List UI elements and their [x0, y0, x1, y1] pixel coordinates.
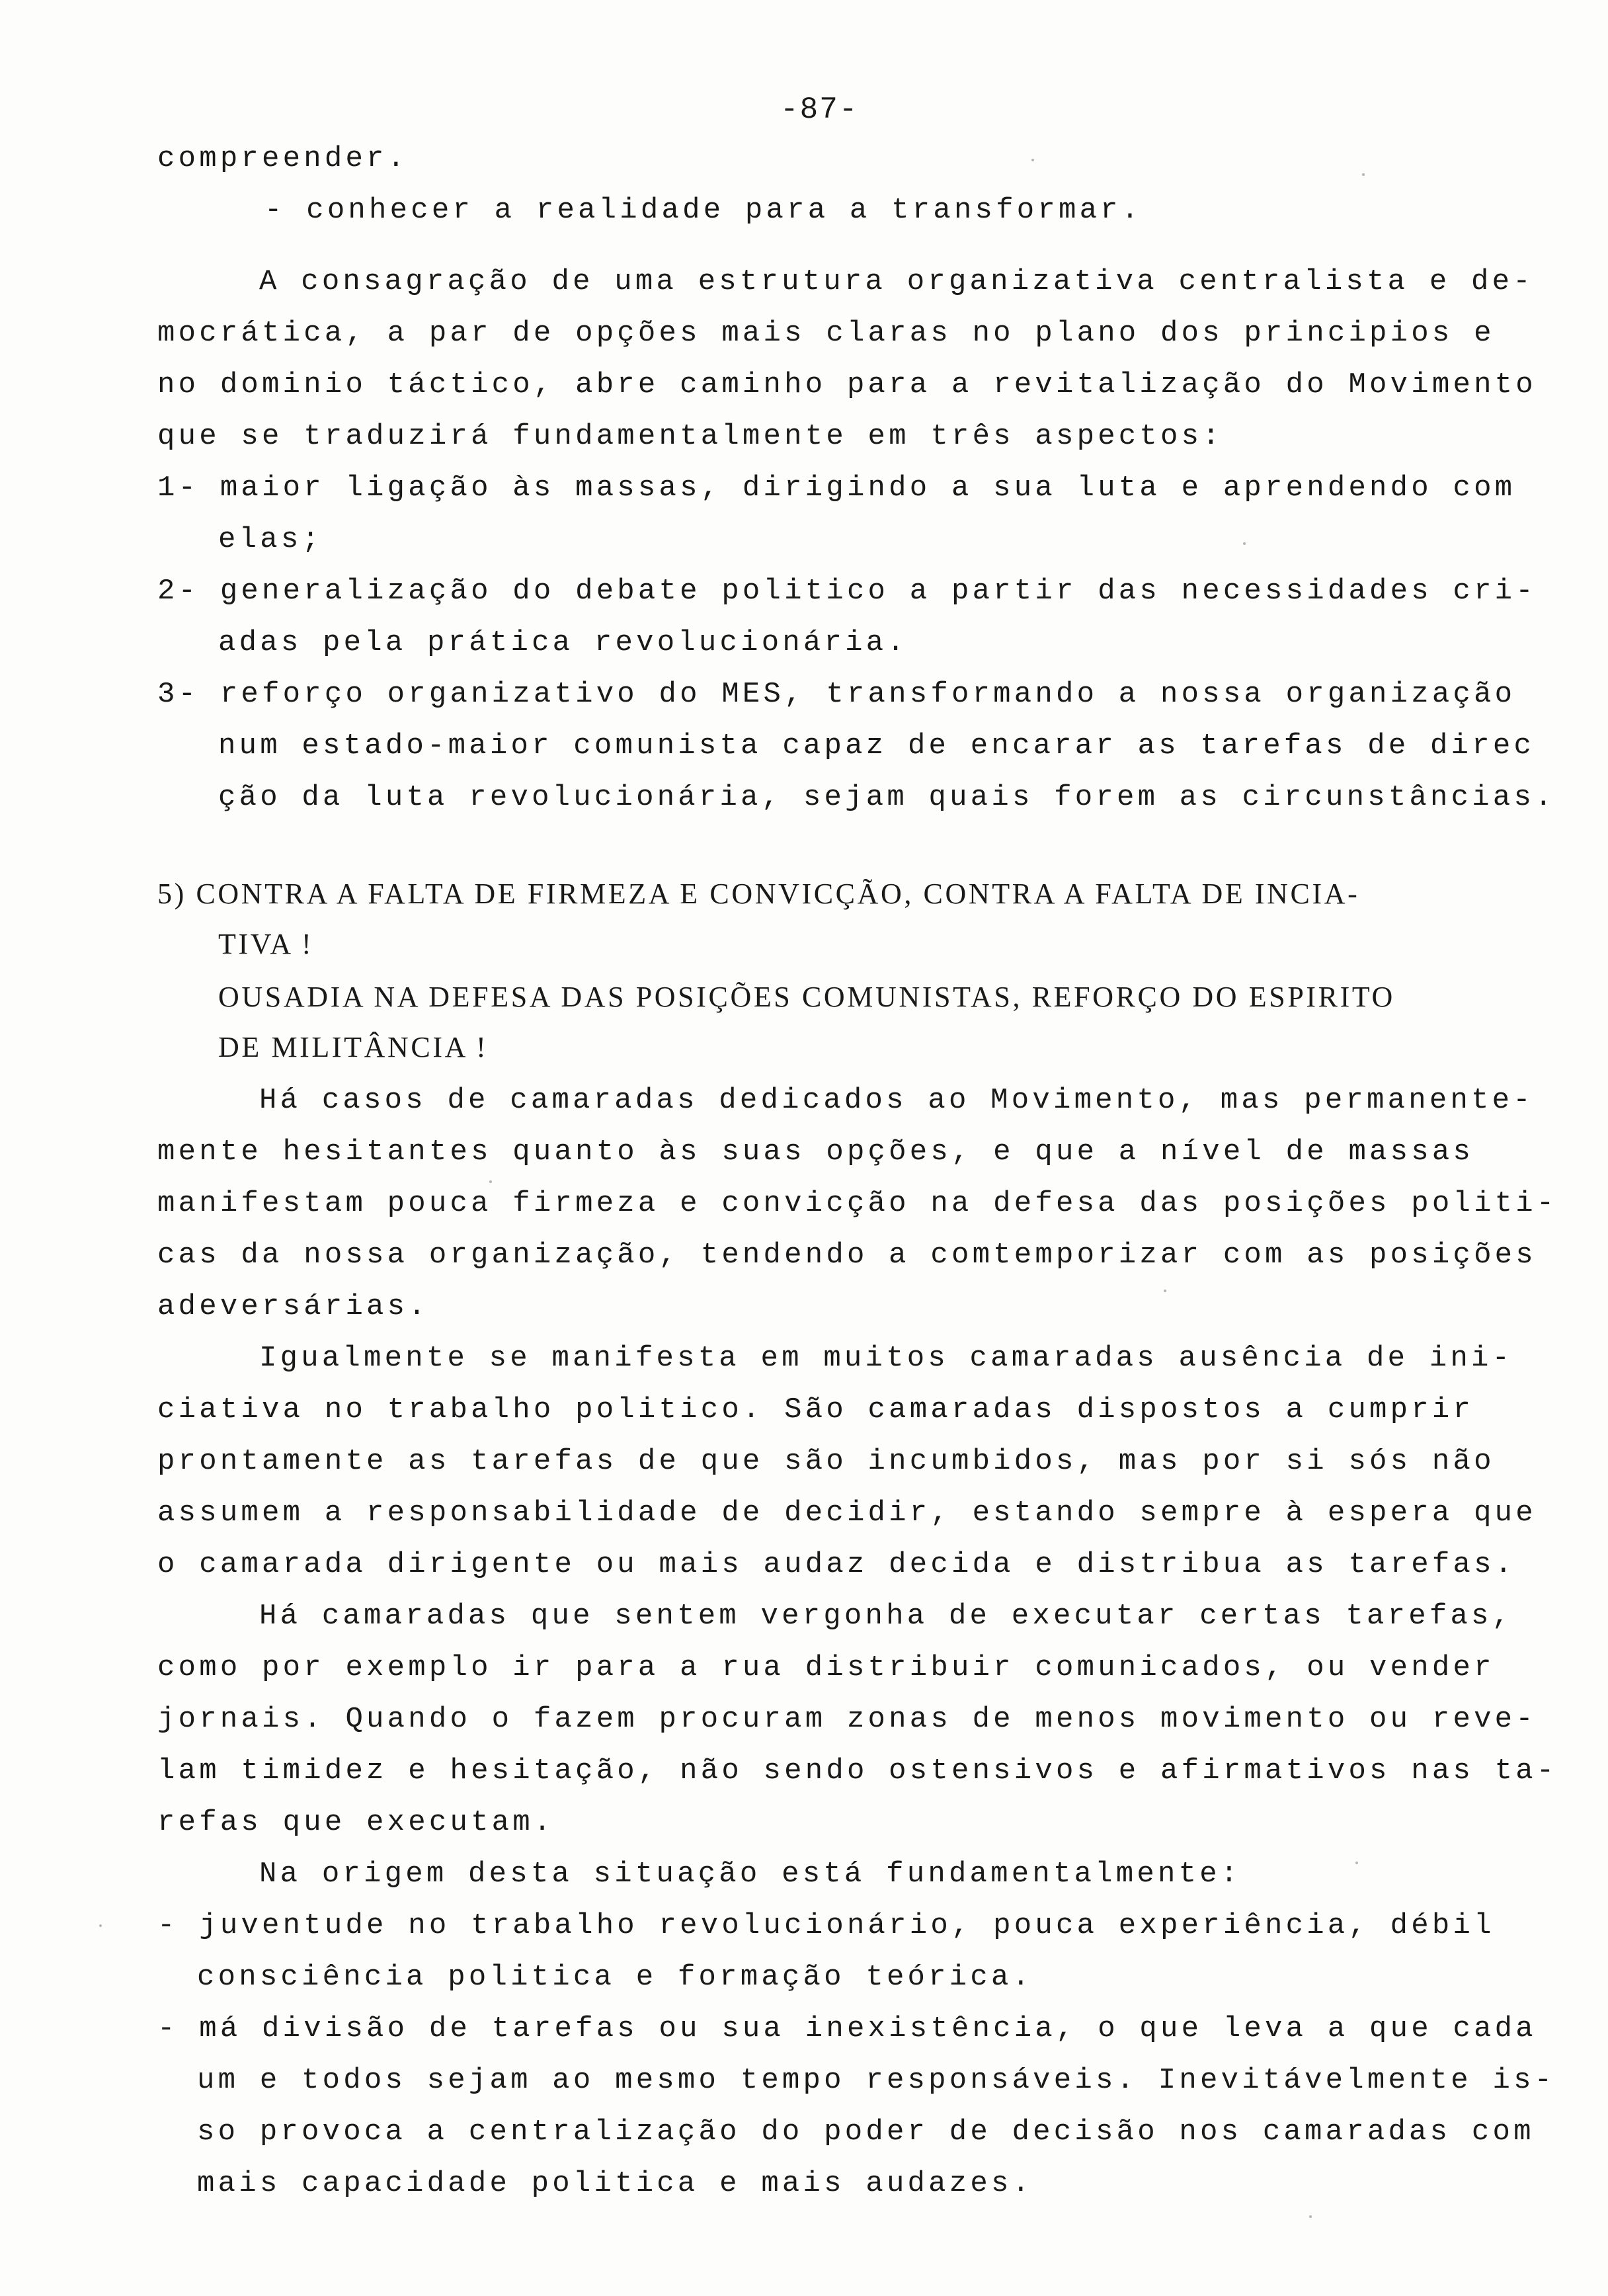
text-line: Igualmente se manifesta em muitos camaradas ausência de ini- [259, 1342, 1513, 1375]
text-line: Na origem desta situação está fundamentalmente: [259, 1858, 1242, 1891]
text-line: mais capacidade politica e mais audazes. [197, 2167, 1033, 2200]
text-line: Há camaradas que sentem vergonha de executar certas tarefas, [259, 1600, 1513, 1633]
list-item: 1- maior ligação às massas, dirigindo a sua luta e aprendendo com [157, 472, 1516, 505]
text-line: mocrática, a par de opções mais claras no plano dos principios e [157, 317, 1495, 350]
text-line: num estado-maior comunista capaz de encarar as tarefas de direc [218, 729, 1535, 762]
list-item: 3- reforço organizativo do MES, transformando a nossa organização [157, 678, 1516, 711]
section-heading: OUSADIA NA DEFESA DAS POSIÇÕES COMUNISTAS, REFORÇO DO ESPIRITO [218, 981, 1395, 1013]
text-line: o camarada dirigente ou mais audaz decida e distribua as tarefas. [157, 1548, 1516, 1581]
text-line: - conhecer a realidade para a transformar. [264, 194, 1143, 227]
text-line: ciativa no trabalho politico. São camaradas dispostos a cumprir [157, 1393, 1474, 1426]
text-line: que se traduzirá fundamentalmente em três aspectos: [157, 420, 1223, 453]
text-line: ção da luta revolucionária, sejam quais forem as circunstâncias. [218, 781, 1556, 814]
list-item: 2- generalização do debate politico a partir das necessidades cri- [157, 575, 1537, 608]
text-line: no dominio táctico, abre caminho para a revitalização do Movimento [157, 368, 1537, 401]
page-number: -87- [780, 93, 859, 127]
text-line: refas que executam. [157, 1806, 555, 1839]
text-line: so provoca a centralização do poder de decisão nos camaradas com [197, 2115, 1535, 2149]
section-heading: DE MILITÂNCIA ! [218, 1031, 489, 1063]
scan-speck [1031, 159, 1034, 161]
scan-speck [1309, 2215, 1312, 2218]
text-line: A consagração de uma estrutura organizativa centralista e de- [259, 265, 1534, 298]
text-line: lam timidez e hesitação, não sendo ostensivos e afirmativos nas ta- [157, 1754, 1558, 1787]
text-line: adas pela prática revolucionária. [218, 626, 908, 659]
text-line: jornais. Quando o fazem procuram zonas de menos movimento ou reve- [157, 1703, 1537, 1736]
text-line: um e todos sejam ao mesmo tempo responsáveis. Inevitávelmente is- [197, 2064, 1556, 2097]
text-line: elas; [218, 523, 323, 556]
list-item: - juventude no trabalho revolucionário, pouca experiência, débil [157, 1909, 1495, 1942]
scan-speck [1362, 173, 1365, 176]
text-line: manifestam pouca firmeza e convicção na defesa das posições politi- [157, 1187, 1558, 1220]
scan-speck [1355, 1862, 1358, 1864]
scan-speck [489, 1180, 492, 1183]
text-line: assumem a responsabilidade de decidir, estando sempre à espera que [157, 1496, 1537, 1530]
text-line: cas da nossa organização, tendendo a comtemporizar com as posições [157, 1239, 1537, 1272]
text-line: compreender. [157, 142, 409, 175]
text-line: mente hesitantes quanto às suas opções, e que a nível de massas [157, 1135, 1474, 1168]
section-heading: TIVA ! [218, 928, 314, 960]
text-line: prontamente as tarefas de que são incumbidos, mas por si sós não [157, 1445, 1495, 1478]
scan-speck [1164, 1290, 1166, 1292]
text-line: adeversárias. [157, 1290, 429, 1323]
text-line: Há casos de camaradas dedicados ao Movimento, mas permanente- [259, 1084, 1534, 1117]
section-heading: 5) CONTRA A FALTA DE FIRMEZA E CONVICÇÃO, CONTRA A FALTA DE INCIA- [157, 878, 1360, 910]
scan-speck [99, 1924, 102, 1927]
text-line: como por exemplo ir para a rua distribuir comunicados, ou vender [157, 1651, 1495, 1684]
list-item: - má divisão de tarefas ou sua inexistência, o que leva a que cada [157, 2012, 1537, 2045]
scan-speck [1243, 542, 1246, 545]
text-line: consciência politica e formação teórica. [197, 1961, 1033, 1994]
